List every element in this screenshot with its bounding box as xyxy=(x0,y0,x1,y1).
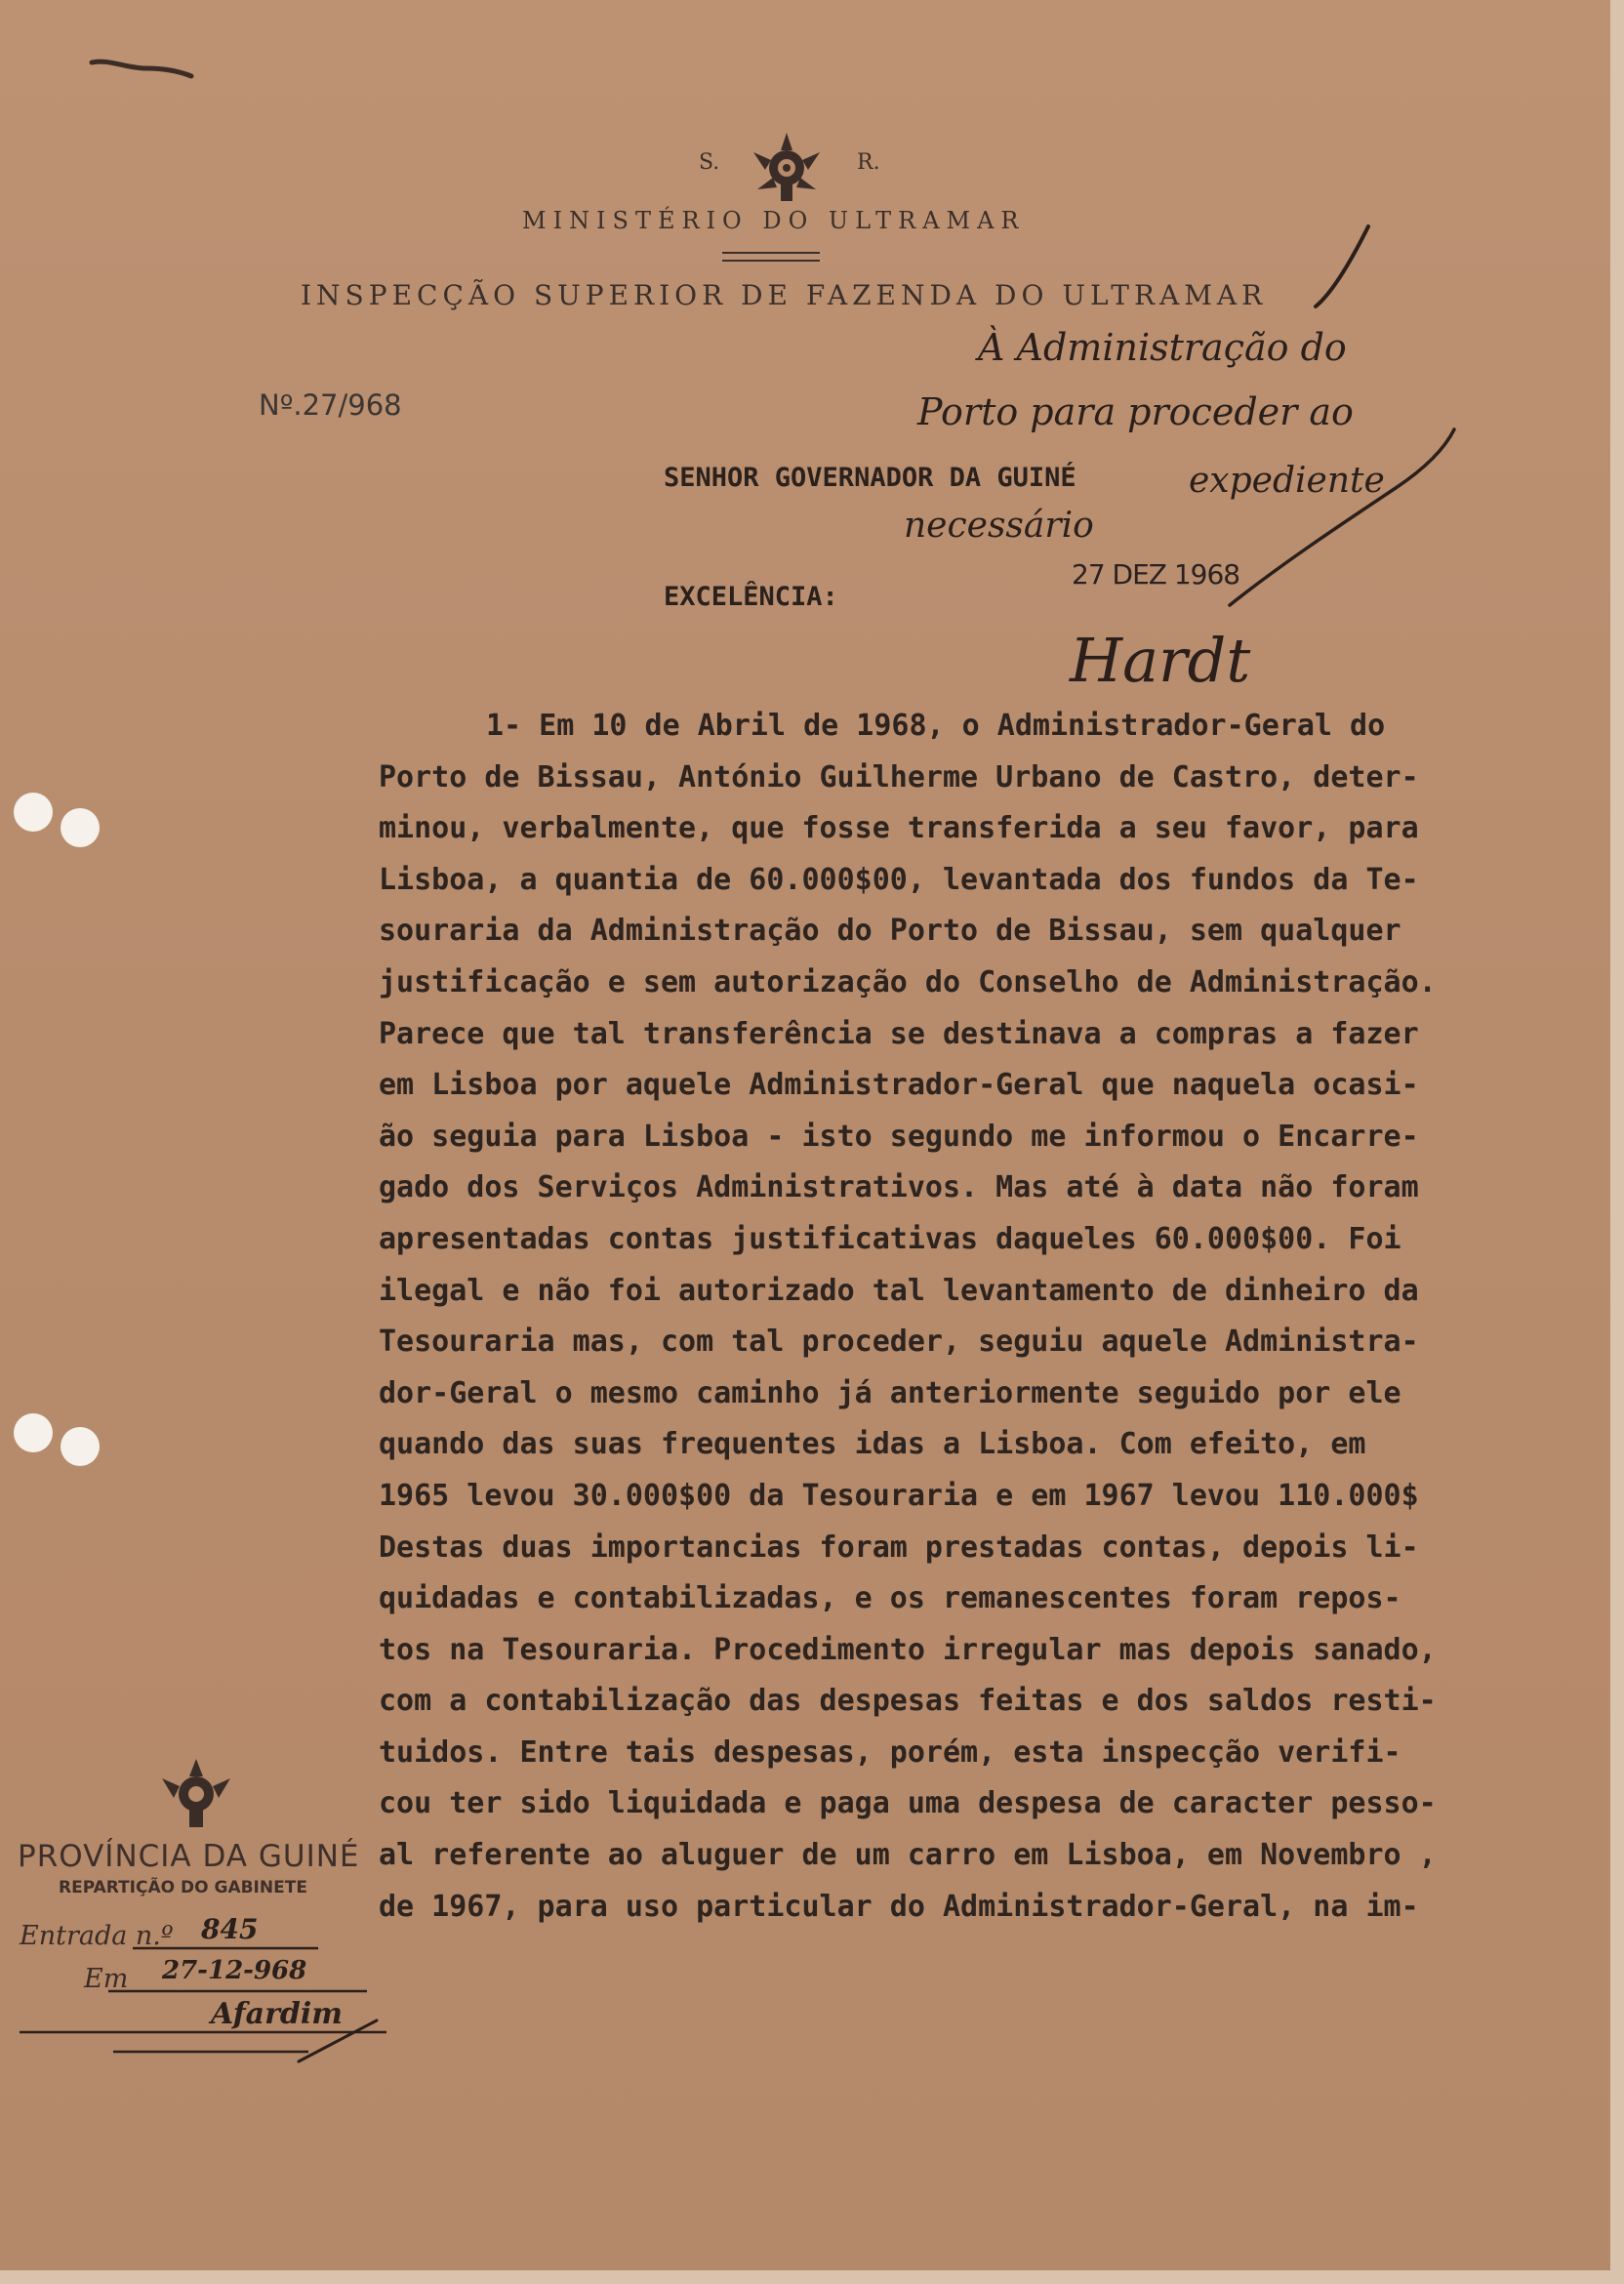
body-line: 1- Em 10 de Abril de 1968, o Administrador-Geral do xyxy=(486,709,1386,743)
body-line: justificação e sem autorização do Conselho de Administração. xyxy=(379,964,1437,999)
body-line: Porto de Bissau, António Guilherme Urbano de Castro, deter- xyxy=(379,759,1419,795)
body-line: em Lisboa por aquele Administrador-Geral que naquela ocasi- xyxy=(379,1068,1419,1103)
handwritten-signature: Hardt xyxy=(1070,625,1251,696)
letter-body xyxy=(379,701,1530,1933)
approval-checkmark xyxy=(1308,221,1376,318)
body-line: cou ter sido liquidada e paga uma despesa de caracter pesso- xyxy=(379,1786,1437,1821)
body-line: gado dos Serviços Administrativos. Mas até à data não foram xyxy=(379,1170,1419,1205)
body-line: minou, verbalmente, que fosse transferida a seu favor, para xyxy=(379,811,1419,846)
body-line: Parece que tal transferência se destinava a compras a fazer xyxy=(379,1016,1419,1051)
registration-stamp xyxy=(16,1757,426,2069)
stamp-entry-label: Entrada n.º xyxy=(20,1921,174,1951)
handwritten-note-line: Porto para proceder ao xyxy=(917,390,1354,433)
coat-of-arms-icon xyxy=(742,129,832,205)
stamp-office: REPARTIÇÃO DO GABINETE xyxy=(59,1878,307,1897)
stamp-emblem-icon xyxy=(152,1757,240,1831)
body-line: ão seguia para Lisboa - isto segundo me informou o Encarre- xyxy=(379,1119,1419,1154)
punch-hole xyxy=(14,793,53,832)
handwritten-note-line: expediente xyxy=(1189,461,1385,501)
handwritten-note-line: necessário xyxy=(904,506,1094,546)
punch-hole xyxy=(14,1413,53,1452)
body-line: souraria da Administração do Porto de Bissau, sem qualquer xyxy=(379,914,1401,949)
department-heading: INSPECÇÃO SUPERIOR DE FAZENDA DO ULTRAMAR xyxy=(301,279,1268,311)
body-line: apresentadas contas justificativas daqueles 60.000$00. Foi xyxy=(379,1221,1401,1256)
body-line: quidadas e contabilizadas, e os remanescentes foram repos- xyxy=(379,1581,1401,1616)
addressee: SENHOR GOVERNADOR DA GUINÉ xyxy=(664,463,1076,493)
stamp-entry-number: 845 xyxy=(201,1913,259,1945)
punch-hole xyxy=(61,1427,100,1466)
stamp-underline xyxy=(16,1942,416,2069)
annotation-stroke xyxy=(1220,420,1464,615)
body-line: dor-Geral o mesmo caminho já anteriormente seguido por ele xyxy=(379,1375,1401,1410)
stamp-date-label: Em xyxy=(84,1964,129,1994)
body-line: Lisboa, a quantia de 60.000$00, levantada dos fundos da Te- xyxy=(379,862,1419,897)
reference-number: Nº.27/968 xyxy=(259,388,402,422)
body-line: de 1967, para uso particular do Administrador-Geral, na im- xyxy=(379,1889,1419,1924)
stamp-province: PROVÍNCIA DA GUINÉ xyxy=(18,1839,360,1874)
body-line: tos na Tesouraria. Procedimento irregular mas depois sanado, xyxy=(379,1632,1437,1667)
punch-hole xyxy=(61,808,100,847)
stamp-date-value: 27-12-968 xyxy=(162,1956,307,1985)
divider xyxy=(722,260,820,262)
body-line: Destas duas importancias foram prestadas contas, depois li- xyxy=(379,1529,1419,1565)
paper-edge-right xyxy=(1610,0,1624,2284)
body-line: Tesouraria mas, com tal proceder, seguiu aquele Administra- xyxy=(379,1325,1419,1360)
ink-smudge xyxy=(88,55,195,84)
body-line: 1965 levou 30.000$00 da Tesouraria e em 1967 levou 110.000$ xyxy=(379,1478,1419,1513)
body-line: tuidos. Entre tais despesas, porém, esta inspecção verifi- xyxy=(379,1734,1401,1770)
handwritten-note-line: À Administração do xyxy=(978,326,1347,369)
divider xyxy=(722,252,820,254)
received-date: 27 DEZ 1968 xyxy=(1072,558,1240,591)
stamp-signature: Afardim xyxy=(211,1997,344,2031)
body-line: quando das suas frequentes idas a Lisboa. Com efeito, em xyxy=(379,1427,1366,1462)
letterhead-r: R. xyxy=(857,150,880,175)
body-line: ilegal e não foi autorizado tal levantamento de dinheiro da xyxy=(379,1273,1419,1308)
body-line: com a contabilização das despesas feitas e dos saldos resti- xyxy=(379,1684,1437,1719)
ministry-heading: MINISTÉRIO DO ULTRAMAR xyxy=(522,207,1026,234)
body-line: al referente ao aluguer de um carro em Lisboa, em Novembro , xyxy=(379,1838,1437,1873)
salutation: EXCELÊNCIA: xyxy=(664,582,838,612)
paper-edge-bottom xyxy=(0,2270,1624,2284)
letterhead-s: S. xyxy=(699,150,720,175)
